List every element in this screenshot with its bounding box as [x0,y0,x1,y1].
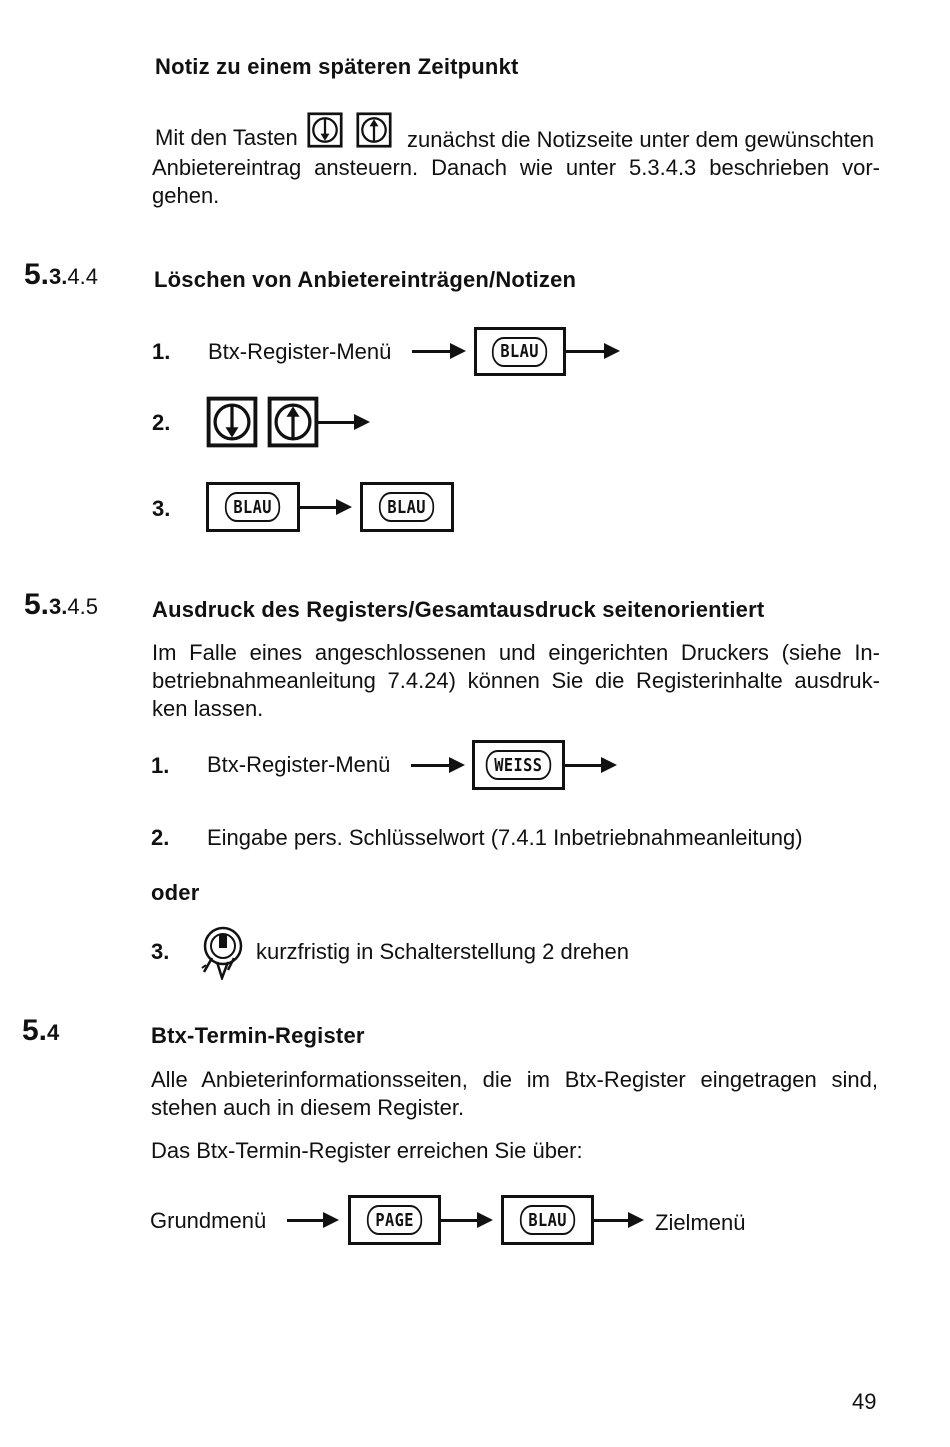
paragraph-anbieterinformationsseiten: Alle Anbieterinformationsseiten, die im Btx-Register eingetragen sind, stehen auch in diesem Register. [151,1067,878,1120]
section-number-minor: 3. [49,594,68,619]
step-number: 3. [152,496,171,521]
section-number-minor: 3. [49,264,68,289]
key-blau [206,482,300,532]
arrow-line [300,506,338,509]
text-zunaechst: zunächst die Notizseite unter dem gewünschten [407,127,875,152]
arrow-line [411,764,451,767]
section-title-termin-register: Btx-Termin-Register [151,1023,365,1048]
arrow-line [565,764,603,767]
arrow-right-icon [323,1212,339,1228]
step-text-btx-register-menu: Btx-Register-Menü [208,339,392,364]
arrow-right-icon [354,414,370,430]
oder-label: oder [151,880,200,905]
section-number-major: 5. [24,588,50,621]
arrow-up-key-icon [356,112,392,148]
step-number: 2. [151,825,170,850]
section-number-major: 5. [24,258,50,291]
key-label: BLAU [492,337,548,367]
section-number-54 [22,1014,59,1048]
arrow-down-key-icon [206,396,258,448]
text-mit-den-tasten: Mit den Tasten [155,125,298,150]
key-weiss [472,740,565,790]
arrow-line [318,421,356,424]
arrow-right-icon [336,499,352,515]
step-number: 1. [152,339,171,364]
key-label: BLAU [520,1205,576,1235]
section-number-5345 [24,588,98,622]
key-blau [501,1195,594,1245]
flow-start-grundmenu: Grundmenü [150,1208,267,1233]
paragraph-anbietereintrag: Anbietereintrag ansteuern. Danach wie unter 5.3.4.3 beschrieben vor-gehen. [152,155,880,208]
key-blau [474,327,566,376]
section-number-minor: 4 [47,1020,60,1045]
arrow-line [594,1219,630,1222]
key-label: BLAU [225,492,281,522]
arrow-right-icon [449,757,465,773]
arrow-right-icon [450,343,466,359]
key-label: BLAU [379,492,435,522]
arrow-right-icon [477,1212,493,1228]
section-title-ausdruck: Ausdruck des Registers/Gesamtausdruck seitenorientiert [152,597,765,622]
paragraph-erreichen: Das Btx-Termin-Register erreichen Sie über: [151,1138,583,1163]
key-label: PAGE [367,1205,423,1235]
key-label: WEISS [486,750,551,780]
section-title-notiz: Notiz zu einem späteren Zeitpunkt [155,54,519,79]
arrow-down-key-icon [307,112,343,148]
arrow-line [412,350,452,353]
arrow-line [566,350,606,353]
arrow-line [287,1219,325,1222]
arrow-line [441,1219,479,1222]
step-text-btx-register-menu: Btx-Register-Menü [207,752,391,777]
section-title-loeschen: Löschen von Anbietereinträgen/Notizen [154,267,577,292]
key-switch-icon [198,924,248,980]
section-number-sub: 4.5 [67,594,98,619]
section-number-major: 5. [22,1014,48,1047]
step-number: 1. [151,753,170,778]
arrow-up-key-icon [267,396,319,448]
arrow-right-icon [628,1212,644,1228]
arrow-right-icon [601,757,617,773]
section-number-sub: 4.4 [67,264,98,289]
step-text-schluesselwort: Eingabe pers. Schlüsselwort (7.4.1 Inbetriebnahmeanleitung) [207,825,803,850]
key-blau [360,482,454,532]
step-text-schalterstellung: kurzfristig in Schalterstellung 2 drehen [256,939,629,964]
paragraph-drucker: Im Falle eines angeschlossenen und eingerichten Druckers (siehe In-betriebnahmeanleitung 7.4.24) können Sie die Registerinhalte ausdruk-ken lassen. [152,640,880,721]
step-number: 3. [151,939,170,964]
key-page [348,1195,441,1245]
page-number: 49 [852,1389,877,1414]
section-number-5344 [24,258,98,292]
step-number: 2. [152,410,171,435]
arrow-right-icon [604,343,620,359]
flow-end-zielmenu: Zielmenü [655,1210,746,1235]
